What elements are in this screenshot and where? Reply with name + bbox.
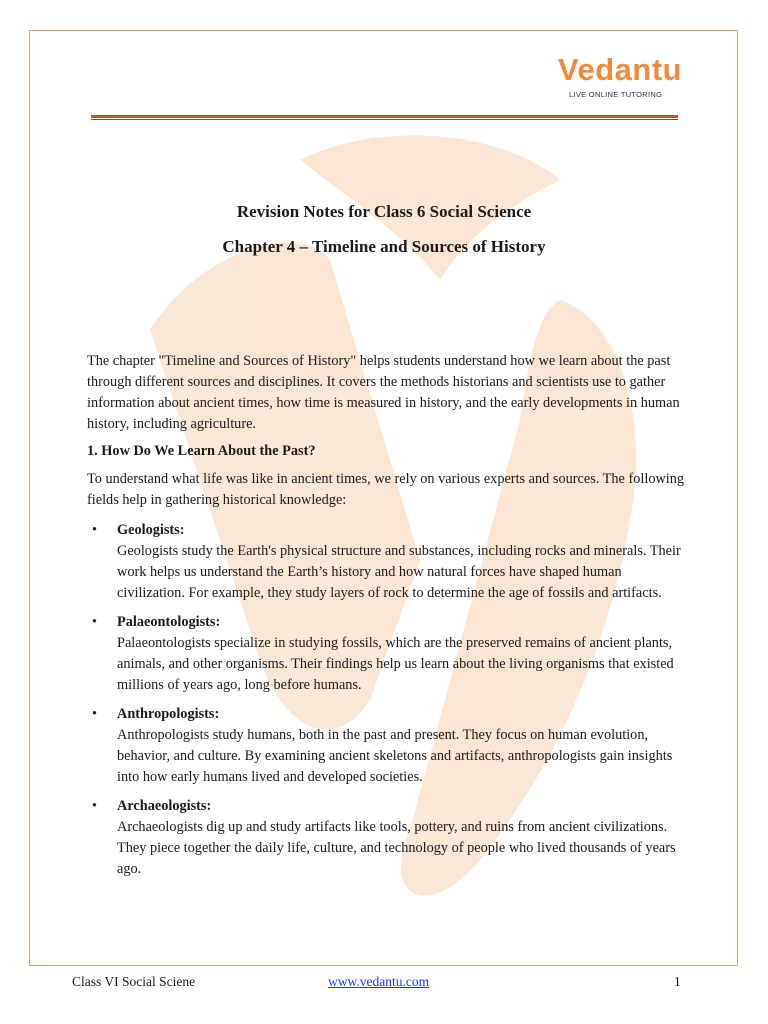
fields-list <box>87 520 687 880</box>
chapter-title: Chapter 4 – Timeline and Sources of History <box>222 237 546 256</box>
list-item <box>87 796 687 880</box>
list-item <box>87 704 687 788</box>
section-paragraph: To understand what life was like in ancient times, we rely on various experts and sources. The following fields help in gathering historical knowledge: <box>87 471 685 508</box>
document-title: Revision Notes for Class 6 Social Science <box>236 202 532 221</box>
list-item <box>87 612 687 696</box>
field-description: Palaeontologists specialize in studying fossils, which are the preserved remains of ancient plants, animals, and other organisms. Their findings help us learn about the living organisms that existed millions of years ago, long before humans. <box>117 635 674 693</box>
section-heading: 1. How Do We Learn About the Past? <box>87 443 316 459</box>
field-name: Palaeontologists: <box>117 614 221 630</box>
header-rule <box>91 115 678 118</box>
bullet-icon: • <box>92 798 98 814</box>
field-description: Archaeologists dig up and study artifacts like tools, pottery, and ruins from ancient civilizations. They piece together the daily life, culture, and technology of people who lived thousands of years ago. <box>117 819 676 877</box>
list-item <box>87 520 687 604</box>
document-body <box>87 351 687 888</box>
field-name: Anthropologists: <box>117 706 220 722</box>
field-name: Archaeologists: <box>117 798 212 814</box>
logo-wordmark: Vedantu <box>558 52 683 87</box>
bullet-icon: • <box>92 706 98 722</box>
field-name: Geologists: <box>117 522 185 538</box>
vedantu-logo <box>556 52 683 102</box>
bullet-icon: • <box>92 614 98 630</box>
footer-website-link[interactable]: www.vedantu.com <box>328 974 430 989</box>
header-rule-thin <box>91 119 678 120</box>
logo-tagline: LIVE ONLINE TUTORING <box>569 90 663 99</box>
field-description: Anthropologists study humans, both in the past and present. They focus on human evolution, behavior, and culture. By examining ancient skeletons and artifacts, anthropologists gain insights into how early humans lived and developed societies. <box>117 727 673 785</box>
footer-class-label: Class VI Social Sciene <box>72 974 196 989</box>
page-number: 1 <box>674 974 681 989</box>
bullet-icon: • <box>92 522 98 538</box>
intro-paragraph: The chapter "Timeline and Sources of History" helps students understand how we learn about the past through different sources and disciplines. It covers the methods historians and scientists use to gather information about ancient times, how time is measured in history, and the early developments in human history, including agriculture. <box>87 353 680 432</box>
field-description: Geologists study the Earth's physical structure and substances, including rocks and minerals. Their work helps us understand the Earth’s history and how natural forces have shaped human civilization. For example, they study layers of rock to determine the age of fossils and artifacts. <box>117 543 681 601</box>
